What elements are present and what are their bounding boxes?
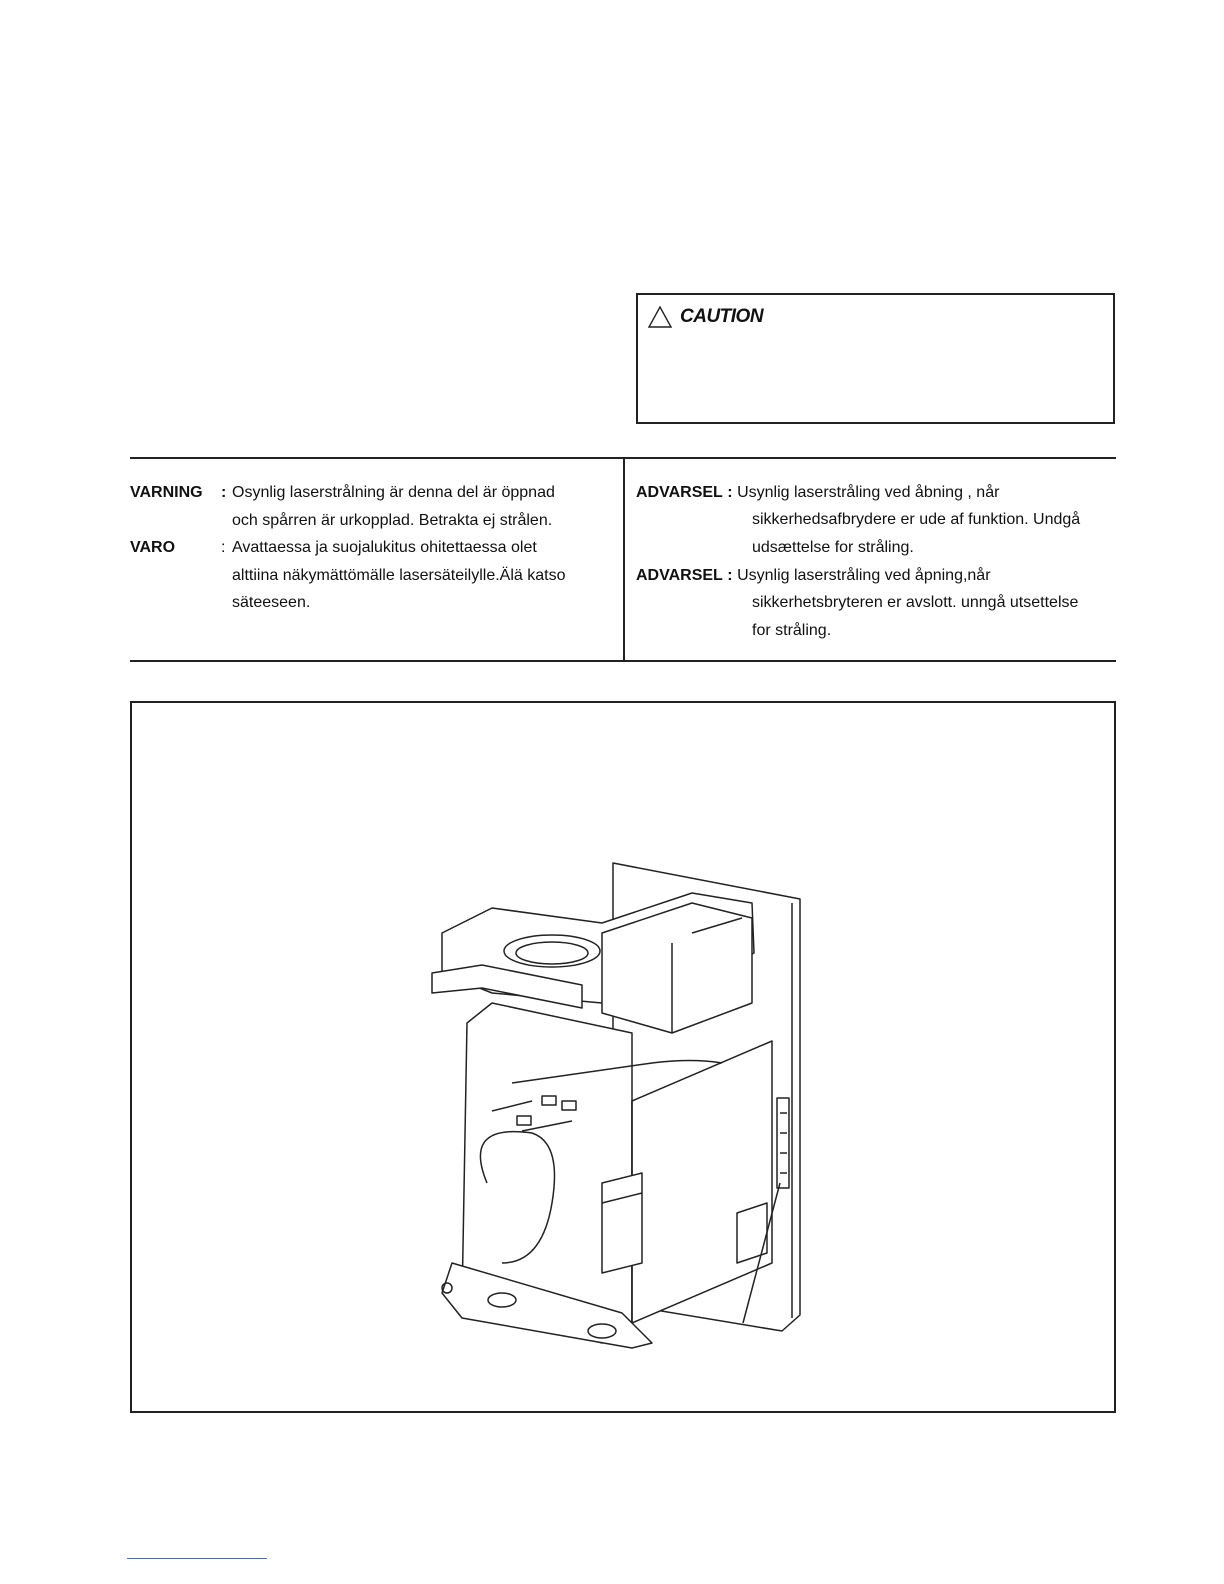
warning-advarsel-norwegian	[636, 562, 991, 590]
warning-line: sikkerhetsbryteren er avslott. unngå utsettelse	[752, 594, 1079, 611]
warning-separator-text: :	[221, 484, 227, 501]
warning-separator-text: :	[727, 567, 733, 584]
warning-line: Avattaessa ja suojalukitus ohitettaessa olet	[232, 539, 537, 556]
warning-advarsel-danish-text	[752, 506, 1080, 561]
warning-line: alttiina näkymättömälle lasersäteilylle.Älä katso	[232, 566, 566, 584]
warning-label: ADVARSEL	[636, 484, 723, 501]
warning-line: sikkerhedsafbrydere er ude af funktion. Undgå	[752, 511, 1081, 528]
cd-mechanism-drawing	[132, 703, 1114, 1411]
warning-label: VARO	[130, 539, 176, 556]
warning-label: ADVARSEL	[636, 567, 723, 584]
warning-separator-text: :	[727, 484, 733, 501]
warning-line: for stråling.	[752, 621, 832, 639]
warning-label: VARNING	[130, 484, 203, 501]
warning-varo-text	[232, 534, 565, 617]
warning-table-divider	[623, 457, 625, 661]
warning-advarsel-danish	[636, 479, 999, 507]
footer-link-underline	[127, 1558, 267, 1559]
warning-line: udsættelse for stråling.	[752, 538, 914, 556]
warning-separator	[221, 479, 226, 507]
warning-line: säteeseen.	[232, 594, 311, 611]
warning-varning-text	[232, 479, 555, 534]
warning-line: och spårren är urkopplad. Betrakta ej strålen.	[232, 511, 553, 529]
warning-varo	[130, 534, 175, 562]
warning-triangle-icon	[648, 306, 672, 328]
warning-advarsel-norwegian-text	[752, 589, 1078, 644]
warning-line: Osynlig laserstrålning är denna del är öppnad	[232, 484, 555, 501]
warning-separator	[221, 534, 225, 562]
caution-title: CAUTION	[680, 306, 764, 327]
warning-separator-text: :	[221, 539, 226, 556]
warning-line: Usynlig laserstråling ved åbning , når	[737, 484, 1000, 501]
caution-box	[636, 293, 1115, 424]
caution-header	[648, 306, 763, 328]
warning-line: Usynlig laserstråling ved åpning,når	[737, 567, 991, 584]
warning-varning	[130, 479, 203, 507]
figure-box	[130, 701, 1116, 1413]
